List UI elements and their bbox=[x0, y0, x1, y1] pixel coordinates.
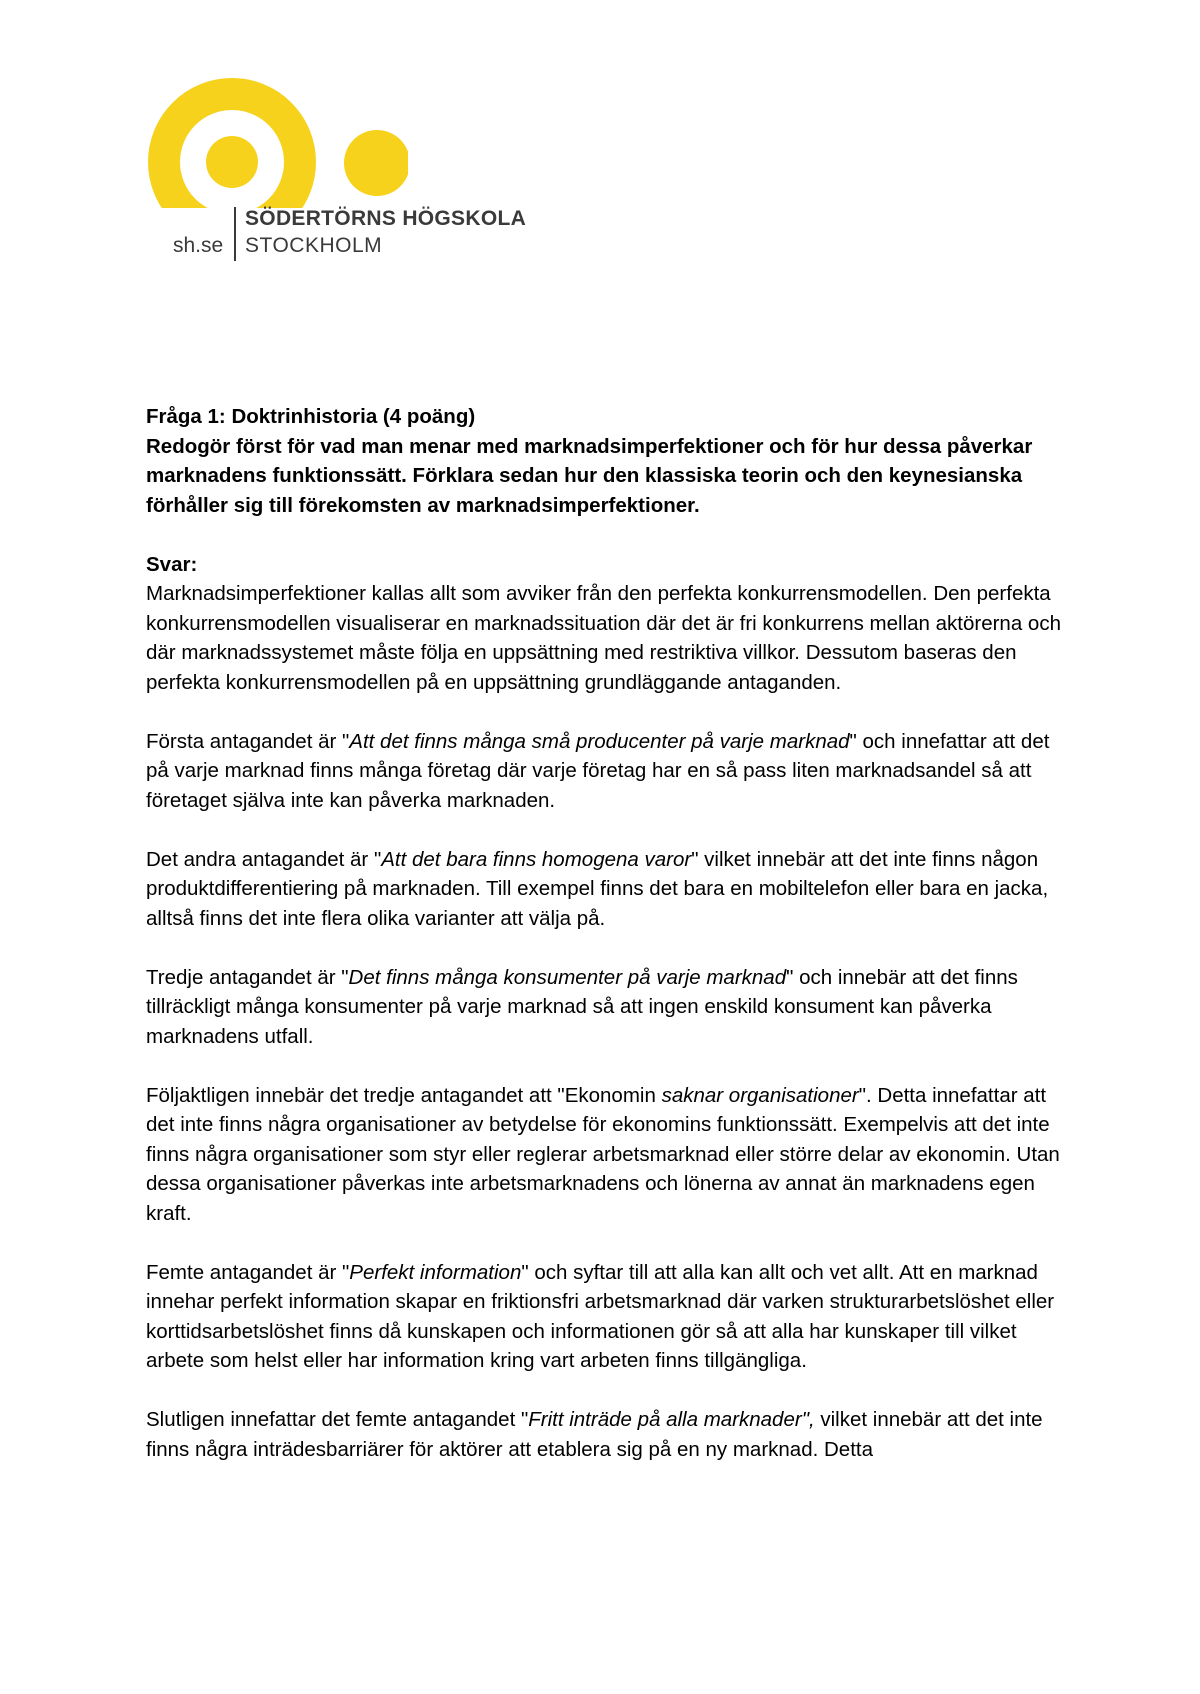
school-logo bbox=[148, 78, 548, 268]
assumption-6: Slutligen innefattar det femte antagandet "Fritt inträde på alla marknader", vilket innebär att det inte finns några inträdesbarriärer för aktörer att etablera sig på en ny marknad. Detta bbox=[146, 1408, 1043, 1461]
document-body bbox=[146, 402, 1076, 1494]
assumption-4: Följaktligen innebär det tredje antagandet att "Ekonomin saknar organisationer". Detta innefattar att det inte finns några organisationer av betydelse för ekonomins funktionssätt. Exempelvis att det inte finns några organisationer som styr eller reglerar arbetsmarknad eller större delar av ekonomin. Utan dessa organisationer påverkas inte arbetsmarknadens och lönerna av annat än marknadens egen kraft. bbox=[146, 1083, 1060, 1225]
answer-intro: Marknadsimperfektioner kallas allt som avviker från den perfekta konkurrensmodellen. Den perfekta konkurrensmodellen visualiserar en marknadssituation där det är fri konkurrens mellan aktörerna och där marknadssystemet måste följa en uppsättning med restriktiva villkor. Dessutom baseras den perfekta konkurrensmodellen på en uppsättning grundläggande antaganden. bbox=[146, 582, 1061, 694]
question-title: Fråga 1: Doktrinhistoria (4 poäng) bbox=[146, 405, 476, 428]
logo-site: sh.se bbox=[173, 234, 224, 257]
logo-school-name: SÖDERTÖRNS HÖGSKOLA bbox=[245, 207, 527, 230]
answer-label: Svar: bbox=[146, 552, 198, 576]
assumption-3: Tredje antagandet är "Det finns många konsumenter på varje marknad" och innebär att det finns tillräckligt många konsumenter på varje marknad så att ingen enskild konsument kan påverka marknadens utfall. bbox=[146, 965, 1018, 1048]
assumption-2: Det andra antagandet är "Att det bara finns homogena varor" vilket innebär att det inte finns någon produktdifferentiering på marknaden. Till exempel finns det bara en mobiltelefon eller bara en jacka, alltså finns det inte flera olika varianter att välja på. bbox=[146, 847, 1049, 930]
logo-inner-dot bbox=[206, 136, 258, 188]
logo-divider bbox=[234, 207, 236, 261]
question-text: Redogör först för vad man menar med marknadsimperfektioner och för hur dessa påverkar marknadens funktionssätt. Förklara sedan hur den klassiska teorin och den keynesianska förhåller sig till förekomsten av marknadsimperfektioner. bbox=[146, 434, 1033, 517]
assumption-1: Första antagandet är "Att det finns många små producenter på varje marknad" och innefattar att det på varje marknad finns många företag där varje företag har en så pass liten marknadsandel så att företaget själva inte kan påverka marknaden. bbox=[146, 729, 1050, 812]
assumption-5: Femte antagandet är "Perfekt information" och syftar till att alla kan allt och vet allt. Att en marknad innehar perfekt information skapar en friktionsfri arbetsmarknad där varken strukturarbetslöshet eller korttidsarbetslöshet finns då kunskapen och informationen gör så att alla har kunskaper till vilket arbete som helst eller har information kring vart arbeten finns tillgängliga. bbox=[146, 1260, 1055, 1372]
logo-circles-icon bbox=[148, 78, 408, 208]
logo-city: STOCKHOLM bbox=[245, 234, 383, 257]
logo-side-dot bbox=[344, 130, 408, 196]
